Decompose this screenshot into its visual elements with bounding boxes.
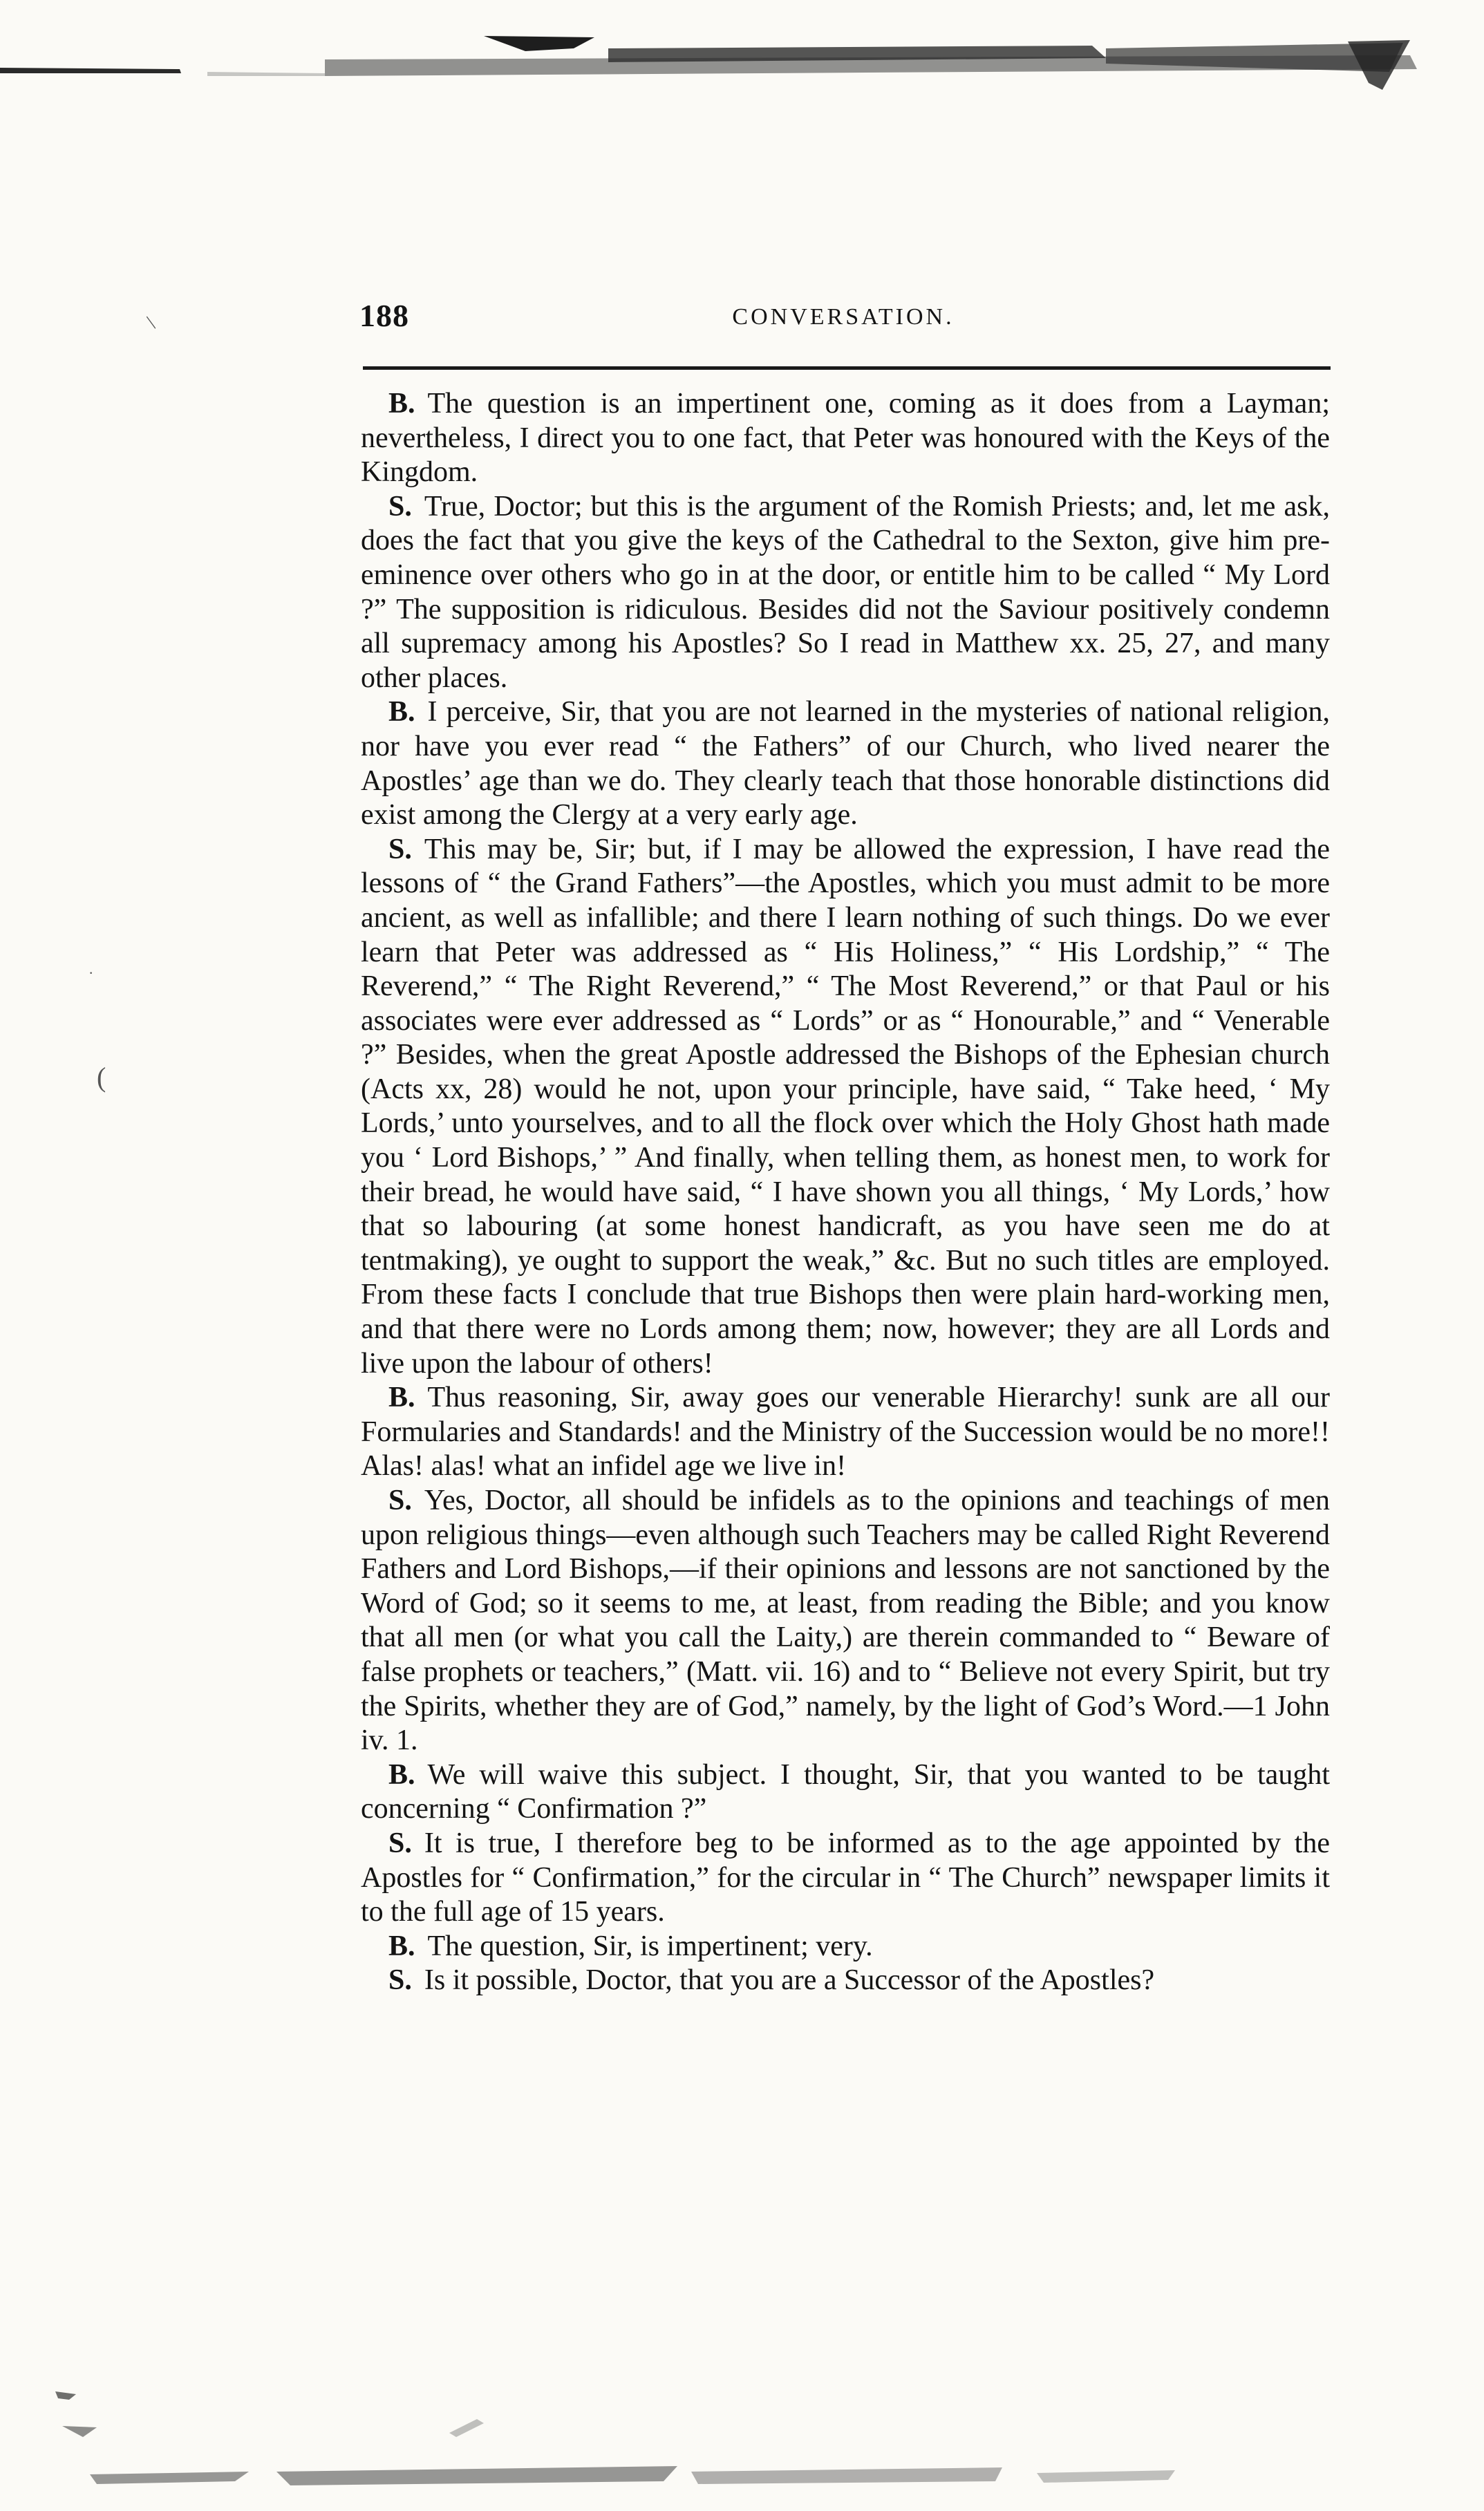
speaker-label: S. xyxy=(388,490,412,523)
page-header xyxy=(359,297,1327,346)
speaker-label: B. xyxy=(388,388,415,420)
speaker-label: S. xyxy=(388,1485,412,1516)
paragraph-text: I perceive, Sir, that you are not learned in the mysteries of national religion, nor have you ever read “ the Fathers” of our Church, who lived nearer the Apostles’ age than we do. They clearly teach that those honorable distinctions did exist among the Clergy at a very early age. xyxy=(361,696,1330,831)
paragraph-text: Thus reasoning, Sir, away goes our venerable Hierarchy! sunk are all our Formularies and Standards! and the Ministry of the Succession would be no more!! Alas! alas! what an infidel age we live in! xyxy=(361,1382,1330,1483)
speaker-label: B. xyxy=(388,696,415,728)
paragraph-text: The question, Sir, is impertinent; very. xyxy=(427,1930,873,1962)
bottom-edge-smudge xyxy=(0,2350,1484,2511)
margin-mark: / xyxy=(140,313,162,332)
paragraph-text: Yes, Doctor, all should be infidels as to the opinions and teachings of men upon religious things—even although such Teachers may be called Right Reverend Fathers and Lord Bishops,—if their opinions and lessons are not sanctioned by the Word of God; so it seems to me, at least, from reading the Bible; and you know that all men (or what you call the Laity,) are therein commanded to “ Beware of false prophets or teachers,” (Matt. vii. 16) and to “ Believe not every Spirit, but try the Spirits, whether they are of God,” namely, by the light of God’s Word.—1 John iv. 1. xyxy=(361,1485,1330,1757)
page-number: 188 xyxy=(359,298,409,333)
speaker-label: B. xyxy=(388,1382,415,1414)
header-rule xyxy=(363,366,1331,370)
dialogue-paragraph xyxy=(361,695,1330,832)
dialogue-paragraph xyxy=(361,1964,1330,1998)
speaker-label: S. xyxy=(388,833,412,865)
dialogue-paragraph xyxy=(361,1827,1330,1930)
paragraph-text: Is it possible, Doctor, that you are a Successor of the Apostles? xyxy=(424,1964,1155,1997)
speaker-label: S. xyxy=(388,1827,412,1859)
dialogue-body xyxy=(361,387,1330,1998)
paragraph-text: The question is an impertinent one, coming as it does from a Layman; nevertheless, I direct you to one fact, that Peter was honoured with the Keys of the Kingdom. xyxy=(361,388,1330,489)
speaker-label: B. xyxy=(388,1758,415,1791)
paragraph-text: True, Doctor; but this is the argument of the Romish Priests; and, let me ask, does the fact that you give the keys of the Cathedral to the Sexton, give him pre-eminence over others who go in at the door, or entitle him to be called “ My Lord ?” The supposition is ridiculous. Besides did not the Saviour positively condemn all supremacy among his Apostles? So I read in Matthew xx. 25, 27, and many other places. xyxy=(361,490,1330,694)
dialogue-paragraph xyxy=(361,833,1330,1382)
speaker-label: B. xyxy=(388,1930,415,1962)
speaker-label: S. xyxy=(388,1964,412,1997)
top-edge-smudge xyxy=(0,28,1484,104)
dialogue-paragraph xyxy=(361,1484,1330,1758)
dialogue-paragraph xyxy=(361,1930,1330,1964)
paragraph-text: This may be, Sir; but, if I may be allowed the expression, I have read the lessons of “ the Grand Fathers”—the Apostles, which you must admit to be more ancient, as well as infallible; and there I learn nothing of such things. Do we ever learn that Peter was addressed as “ His Holiness,” “ His Lordship,” “ The Reverend,” “ The Right Reverend,” “ The Most Reverend,” or that Paul or his associates were ever addressed as “ Lords” or as “ Honourable,” and “ Venerable ?” Besides, when the great Apostle addressed the Bishops of the Ephesian church (Acts xx, 28) would he not, upon your principle, have said, “ Take heed, ‘ My Lords,’ unto yourselves, and to all the flock over which the Holy Ghost hath made you ‘ Lord Bishops,’ ” And finally, when telling them, as honest men, to work for their bread, he would have said, “ I have shown you all things, ‘ My Lords,’ how that so labouring (at some honest handicraft, as you have seen me do at tentmaking), ye ought to support the weak,” &c. But no such titles are employed. From these facts I conclude that true Bishops then were plain hard-working men, and that there were no Lords among them; now, however; they are all Lords and live upon the labour of others! xyxy=(361,833,1330,1380)
dialogue-paragraph xyxy=(361,490,1330,696)
paragraph-text: We will waive this subject. I thought, Sir, that you wanted to be taught concerning “ Confirmation ?” xyxy=(361,1758,1330,1825)
paragraph-text: It is true, I therefore beg to be informed as to the age appointed by the Apostles for “ Confirmation,” for the circular in “ The Church” newspaper limits it to the full age of 15 years. xyxy=(361,1827,1330,1928)
margin-mark: · xyxy=(88,964,94,981)
dialogue-paragraph xyxy=(361,387,1330,490)
dialogue-paragraph xyxy=(361,1758,1330,1827)
dialogue-paragraph xyxy=(361,1381,1330,1484)
margin-mark: ( xyxy=(97,1062,106,1093)
running-title: CONVERSATION. xyxy=(732,304,955,330)
